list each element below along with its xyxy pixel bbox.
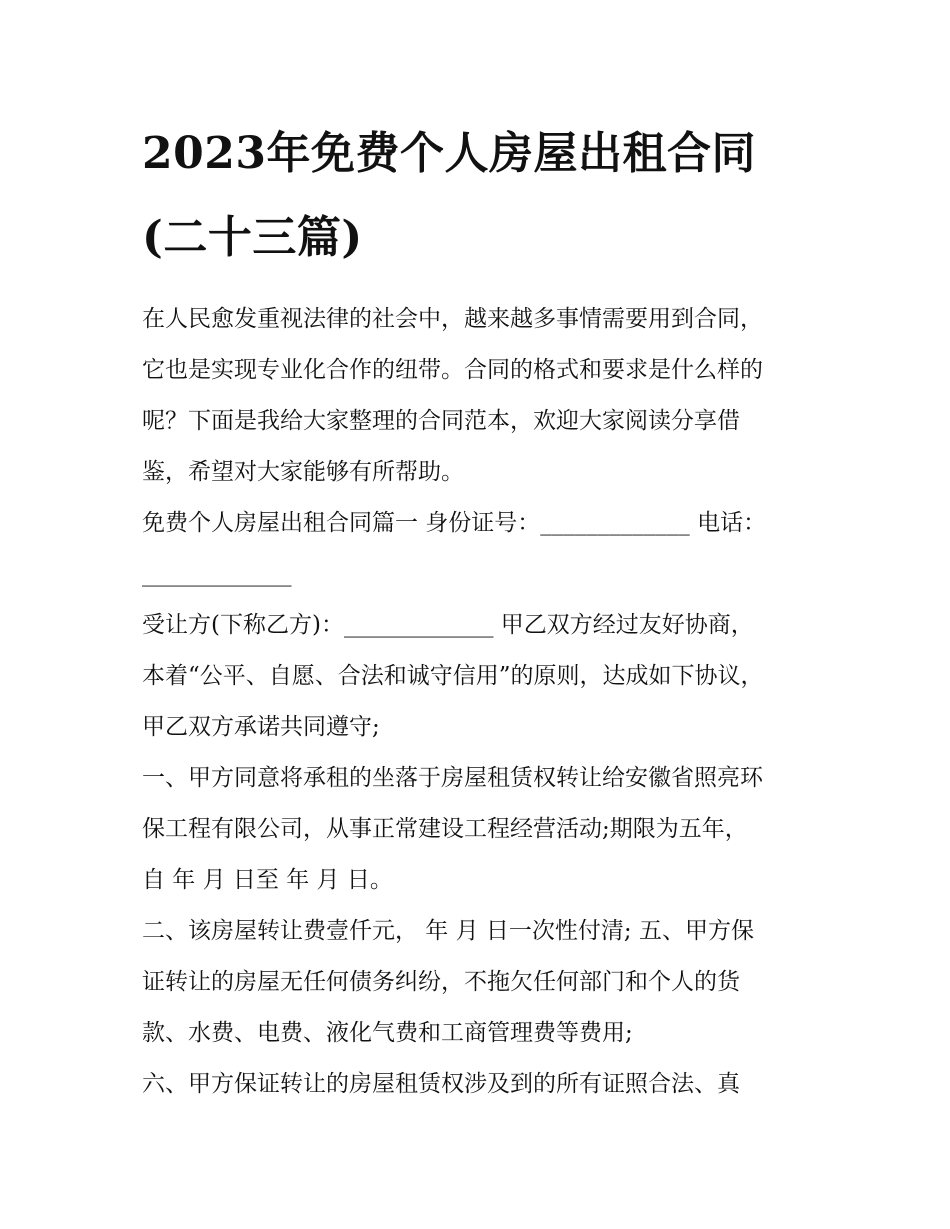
text-line: 受让方(下称乙方)：_____________ 甲乙双方经过友好协商， xyxy=(142,612,754,638)
title-line: 2023年免费个人房屋出租合同 xyxy=(142,128,756,179)
text-line: 它也是实现专业化合作的纽带。合同的格式和要求是什么样的 xyxy=(142,357,763,383)
document-page xyxy=(142,112,822,1110)
text-line: 本着“公平、自愿、合法和诚守信用”的原则，达成如下协议， xyxy=(142,663,764,689)
clause-six-paragraph xyxy=(142,1059,822,1110)
text-line: 六、甲方保证转让的房屋租赁权涉及到的所有证照合法、真 xyxy=(142,1071,740,1097)
text-line: 证转让的房屋无任何债务纠纷，不拖欠任何部门和个人的货 xyxy=(142,969,740,995)
document-title xyxy=(142,112,822,280)
intro-paragraph xyxy=(142,294,822,498)
text-line: 保工程有限公司，从事正常建设工程经营活动;期限为五年， xyxy=(142,816,748,842)
title-line: (二十三篇) xyxy=(142,212,363,263)
text-line: 一、甲方同意将承租的坐落于房屋租赁权转让给安徽省照亮环 xyxy=(142,765,763,791)
text-line: 二、该房屋转让费壹仟元， 年 月 日一次性付清; 五、甲方保 xyxy=(142,918,754,944)
text-line: 免费个人房屋出租合同篇一 身份证号：_____________ 电话： xyxy=(142,510,767,536)
clause-two-paragraph xyxy=(142,906,822,1059)
text-line: 鉴，希望对大家能够有所帮助。 xyxy=(142,459,464,485)
contract-header-paragraph xyxy=(142,498,822,600)
text-line: 呢？下面是我给大家整理的合同范本，欢迎大家阅读分享借 xyxy=(142,408,740,434)
transferee-paragraph xyxy=(142,600,822,753)
text-line: 在人民愈发重视法律的社会中，越来越多事情需要用到合同， xyxy=(142,306,763,332)
text-line: _____________ xyxy=(142,561,292,587)
clause-one-paragraph xyxy=(142,753,822,906)
text-line: 款、水费、电费、液化气费和工商管理费等费用; xyxy=(142,1020,633,1046)
text-line: 自 年 月 日至 年 月 日。 xyxy=(142,867,393,893)
text-line: 甲乙双方承诺共同遵守; xyxy=(142,714,380,740)
